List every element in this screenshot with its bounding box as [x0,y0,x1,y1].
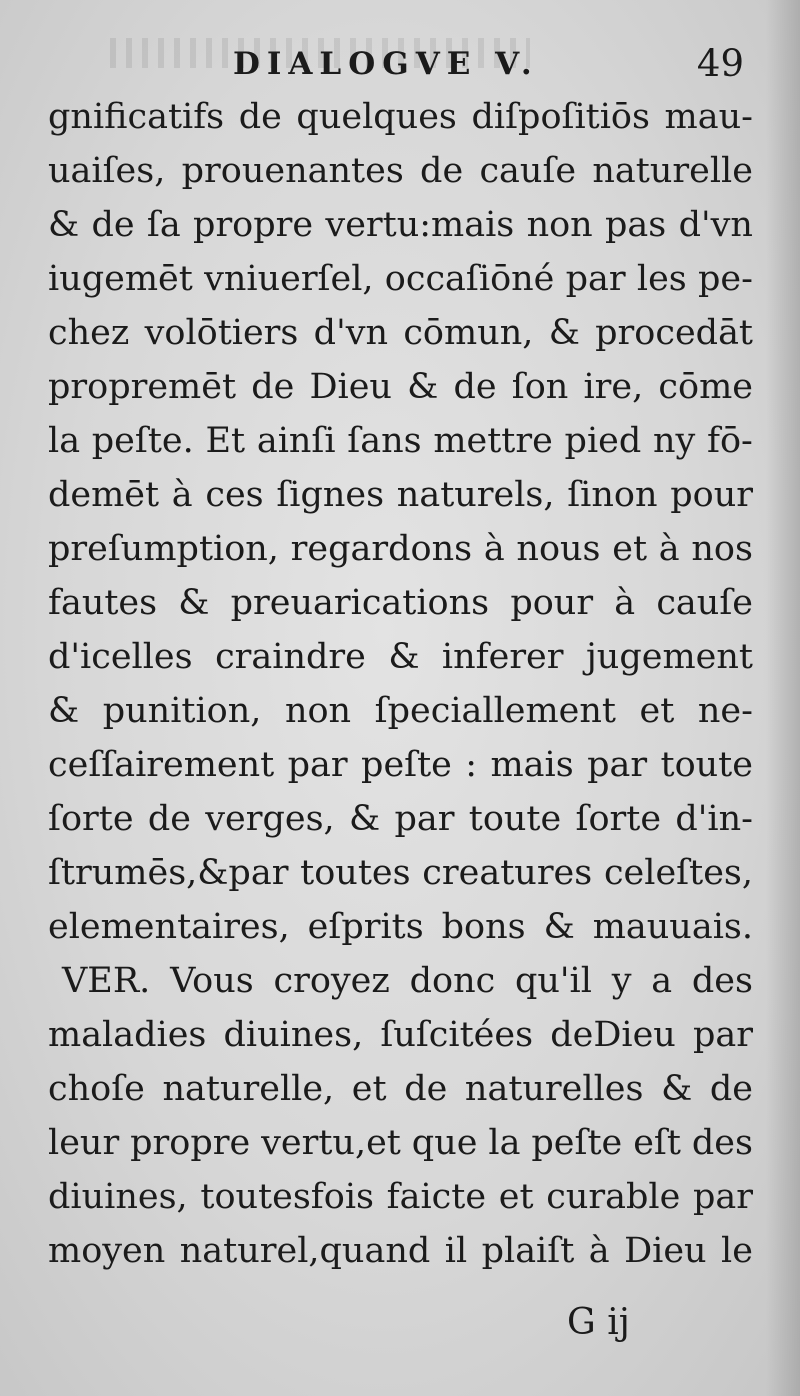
word: regardons [290,529,473,569]
word: vniuerſel, [204,259,374,299]
word: & [661,1069,693,1109]
text-line [48,144,753,198]
word: mais [490,745,574,785]
page-header [50,42,748,92]
text-line-speaker [48,954,753,1008]
word: fautes [48,583,158,623]
word: d'vn [678,205,753,245]
word: naturelle [592,151,753,191]
word: non [284,691,352,731]
word: preuarications [230,583,490,623]
word: croyez [273,961,390,1001]
word: et [612,529,648,569]
word: propre [130,1123,251,1163]
word: ſon [511,367,569,407]
word: le [721,1231,753,1271]
word: creatures [422,853,593,893]
word: fō- [707,421,753,461]
word: eſprits [307,907,424,947]
word: & [48,691,80,731]
word: plaiſt [481,1231,575,1271]
word: deDieu [550,1015,676,1055]
text-line [48,1008,753,1062]
word: ceſſairement [48,745,275,785]
text-line [48,414,753,468]
word: pour [510,583,594,623]
word: et [639,691,675,731]
word: ſpeciallement [374,691,616,731]
word: diuines, [48,1177,188,1217]
word: ſtrumēs,&par [48,853,289,893]
word: cauſe [479,151,577,191]
word: mau- [664,97,753,137]
word: ſinon [567,475,658,515]
text-line [48,738,753,792]
word: & [48,205,80,245]
text-line [48,630,753,684]
word: ſorte [48,799,134,839]
word: pas [605,205,667,245]
word: propre [193,205,314,245]
word: Et [205,421,246,461]
word: ny [652,421,696,461]
word: Vous [170,961,254,1001]
body-text [48,90,753,1278]
word: verges, [205,799,335,839]
word: toutesfois [200,1177,374,1217]
word: par [692,1177,753,1217]
word: par [587,745,648,785]
word: la [48,421,81,461]
word: ſa [146,205,181,245]
signature-mark: G ij [567,1302,630,1343]
text-line [48,684,753,738]
word: à [588,1231,610,1271]
word: & [543,907,575,947]
word: et [351,1069,387,1109]
word: d'icelles [48,637,193,677]
text-line [48,198,753,252]
word: mauuais. [592,907,753,947]
word: pied [564,421,642,461]
word: donc [409,961,496,1001]
word: pour [670,475,753,515]
text-line [48,1116,753,1170]
word: demēt [48,475,160,515]
word: craindre [215,637,366,677]
word: ſuſcitées [380,1015,534,1055]
text-line [48,522,753,576]
word: Dieu [624,1231,707,1271]
text-line [48,576,753,630]
word: volōtiers [144,313,299,353]
text-line [48,792,753,846]
word: gnificatifs [48,97,225,137]
word: de [238,97,282,137]
word: la [488,1123,521,1163]
word: il [444,1231,468,1271]
word: diſpoſitiōs [471,97,650,137]
word: peſte [361,745,452,785]
word: diuines, [223,1015,364,1055]
text-line [48,1170,753,1224]
word: leur [48,1123,120,1163]
page-number: 49 [696,42,744,85]
word: moyen [48,1231,166,1271]
text-line [48,306,753,360]
word: bons [441,907,526,947]
word: des [691,1123,753,1163]
word: ſorte [575,799,662,839]
word: de [420,151,464,191]
word: pe- [698,259,753,299]
word: nous [516,529,601,569]
word: eſt [633,1123,681,1163]
word: nos [691,529,753,569]
word: de [147,799,191,839]
word: celeſtes, [603,853,753,893]
word: de [709,1069,753,1109]
word: qu'il [514,961,592,1001]
word: procedāt [595,313,753,353]
word: de [404,1069,448,1109]
word: maladies [48,1015,207,1055]
word: cōme [658,367,753,407]
word: d'vn [313,313,389,353]
word: vertu,et [261,1123,401,1163]
word: toute [660,745,753,785]
word: les [636,259,687,299]
word: des [691,961,753,1001]
word: choſe [48,1069,145,1109]
word: VER. [62,961,151,1001]
word: ainſi [256,421,336,461]
word: naturel,quand [179,1231,431,1271]
word: peſte [531,1123,623,1163]
word: et [498,1177,534,1217]
word: occaſiōné [384,259,555,299]
word: par [394,799,455,839]
text-line [48,846,753,900]
word: par [692,1015,753,1055]
word: naturelle, [162,1069,335,1109]
word: a [651,961,673,1001]
word: ire, [583,367,644,407]
word: & [388,637,420,677]
word: par [287,745,348,785]
word: jugement [585,637,753,677]
word: à [658,529,680,569]
word: & [348,799,381,839]
text-line [48,90,753,144]
word: uaiſes, [48,151,166,191]
text-line [48,900,753,954]
word: & [178,583,210,623]
word: propremēt [48,367,237,407]
text-line [48,252,753,306]
word: non [526,205,593,245]
word: de [251,367,295,407]
word: quelques [296,97,457,137]
word: que [411,1123,478,1163]
word: ne- [697,691,753,731]
word: & [407,367,439,407]
text-line [48,360,753,414]
word: ſignes [276,475,385,515]
word: prouenantes [181,151,404,191]
word: de [453,367,497,407]
word: elementaires, [48,907,290,947]
word: à [171,475,193,515]
running-head: DIALOGVE V. [233,46,539,82]
word: y [611,961,632,1001]
word: preſumption, [48,529,279,569]
word: chez [48,313,130,353]
word: de [91,205,135,245]
word: toutes [300,853,411,893]
word: par [565,259,626,299]
word: mettre [433,421,553,461]
word: à [483,529,505,569]
text-line [48,1062,753,1116]
text-line [48,468,753,522]
word: naturelles [464,1069,644,1109]
text-line [48,1224,753,1278]
word: cauſe [656,583,753,623]
word: Dieu [309,367,392,407]
word: faicte [386,1177,487,1217]
word: & [548,313,580,353]
word: à [614,583,636,623]
word: toute [468,799,562,839]
word: iugemēt [48,259,193,299]
word: : [465,745,478,785]
word: d'in- [675,799,753,839]
word: punition, [102,691,262,731]
word: vertu:mais [325,205,515,245]
word: curable [546,1177,681,1217]
word: ſans [347,421,422,461]
word: naturels, [396,475,555,515]
word: ces [205,475,264,515]
word: peſte. [91,421,194,461]
word: inferer [441,637,564,677]
word: cōmun, [403,313,534,353]
